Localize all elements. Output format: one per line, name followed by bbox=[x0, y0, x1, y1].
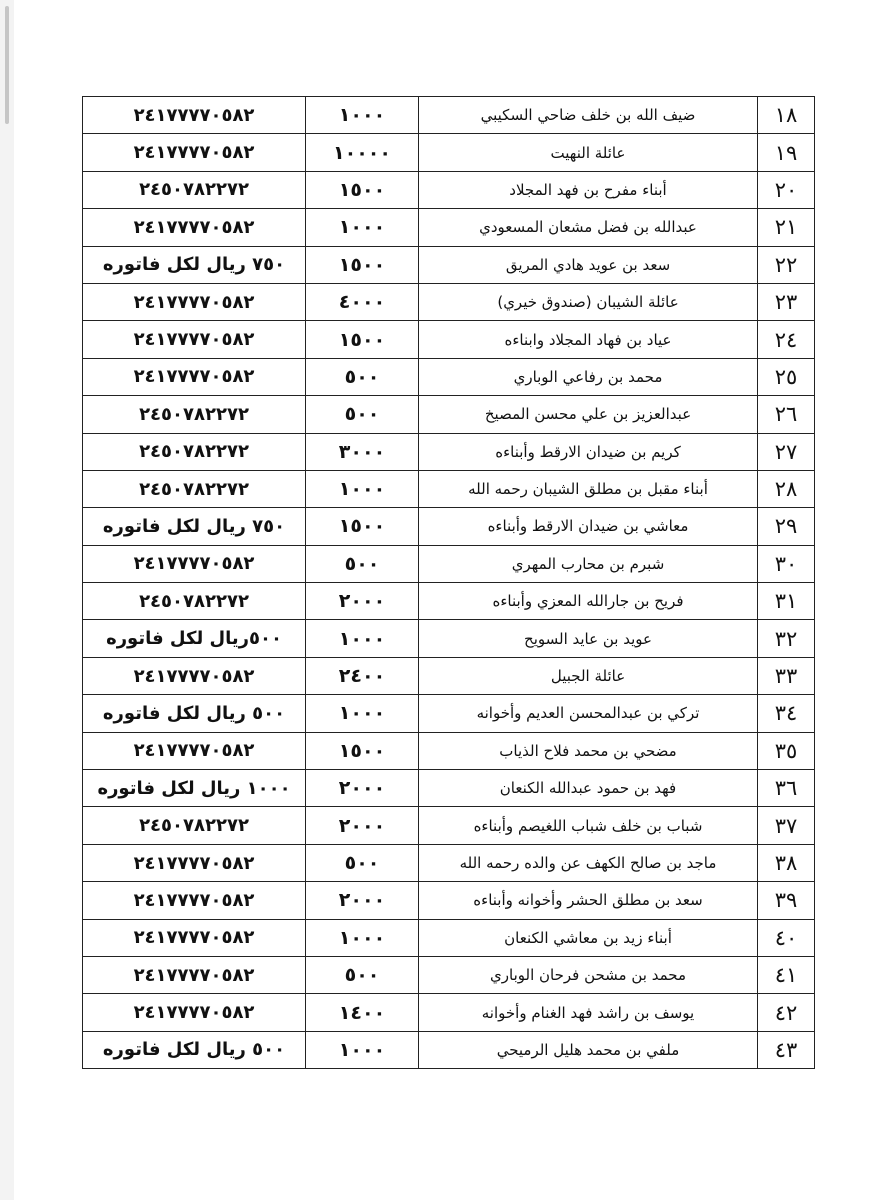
donor-name-cell: عائلة النهيت bbox=[419, 134, 758, 171]
account-cell: ٢٤١٧٧٧٧٠٥٨٢ bbox=[83, 844, 306, 881]
row-number-cell: ٣٣ bbox=[758, 657, 815, 694]
account-cell: ٢٤٥٠٧٨٢٢٧٢ bbox=[83, 433, 306, 470]
amount-cell: ١٥٠٠ bbox=[306, 171, 419, 208]
donor-name-cell: أبناء مقبل بن مطلق الشيبان رحمه الله bbox=[419, 470, 758, 507]
donor-name-cell: مضحي بن محمد فلاح الذياب bbox=[419, 732, 758, 769]
row-number-cell: ٤٣ bbox=[758, 1031, 815, 1068]
account-cell: ٢٤١٧٧٧٧٠٥٨٢ bbox=[83, 657, 306, 694]
account-cell: ٢٤١٧٧٧٧٠٥٨٢ bbox=[83, 283, 306, 320]
donor-name-cell: فهد بن حمود عبدالله الكنعان bbox=[419, 770, 758, 807]
row-number-cell: ٢٨ bbox=[758, 470, 815, 507]
row-number-cell: ٢٦ bbox=[758, 396, 815, 433]
amount-cell: ١٠٠٠ bbox=[306, 209, 419, 246]
donor-name-cell: فريح بن جارالله المعزي وأبناءه bbox=[419, 583, 758, 620]
amount-cell: ١٠٠٠ bbox=[306, 620, 419, 657]
table-row bbox=[83, 545, 815, 582]
table-row bbox=[83, 283, 815, 320]
row-number-cell: ٣٢ bbox=[758, 620, 815, 657]
account-cell: ٢٤١٧٧٧٧٠٥٨٢ bbox=[83, 956, 306, 993]
donor-name-cell: ماجد بن صالح الكهف عن والده رحمه الله bbox=[419, 844, 758, 881]
amount-cell: ٢٠٠٠ bbox=[306, 770, 419, 807]
amount-cell: ٢٠٠٠ bbox=[306, 882, 419, 919]
row-number-cell: ٢٤ bbox=[758, 321, 815, 358]
account-cell: ٢٤٥٠٧٨٢٢٧٢ bbox=[83, 171, 306, 208]
amount-cell: ١٤٠٠ bbox=[306, 994, 419, 1031]
amount-cell: ١٠٠٠ bbox=[306, 1031, 419, 1068]
row-number-cell: ٣٩ bbox=[758, 882, 815, 919]
amount-cell: ١٠٠٠٠ bbox=[306, 134, 419, 171]
amount-cell: ١٥٠٠ bbox=[306, 508, 419, 545]
donor-name-cell: محمد بن رفاعي الوباري bbox=[419, 358, 758, 395]
table-row bbox=[83, 844, 815, 881]
table-row bbox=[83, 994, 815, 1031]
donor-name-cell: سعد بن مطلق الحشر وأخوانه وأبناءه bbox=[419, 882, 758, 919]
row-number-cell: ٤٢ bbox=[758, 994, 815, 1031]
donor-name-cell: يوسف بن راشد فهد الغنام وأخوانه bbox=[419, 994, 758, 1031]
table-body bbox=[83, 97, 815, 1069]
table-row bbox=[83, 246, 815, 283]
row-number-cell: ٢٥ bbox=[758, 358, 815, 395]
account-cell: ٢٤١٧٧٧٧٠٥٨٢ bbox=[83, 882, 306, 919]
table-row bbox=[83, 956, 815, 993]
table-row bbox=[83, 770, 815, 807]
amount-cell: ٥٠٠ bbox=[306, 844, 419, 881]
table-row bbox=[83, 508, 815, 545]
amount-cell: ٥٠٠ bbox=[306, 358, 419, 395]
row-number-cell: ١٨ bbox=[758, 97, 815, 134]
account-cell: ٢٤١٧٧٧٧٠٥٨٢ bbox=[83, 97, 306, 134]
table-row bbox=[83, 358, 815, 395]
row-number-cell: ٣٠ bbox=[758, 545, 815, 582]
table-row bbox=[83, 620, 815, 657]
row-number-cell: ٣١ bbox=[758, 583, 815, 620]
donor-name-cell: عبدالعزيز بن علي محسن المصيخ bbox=[419, 396, 758, 433]
account-cell: ٧٥٠ ريال لكل فاتوره bbox=[83, 246, 306, 283]
row-number-cell: ٢٣ bbox=[758, 283, 815, 320]
account-cell: ٢٤١٧٧٧٧٠٥٨٢ bbox=[83, 358, 306, 395]
row-number-cell: ٣٥ bbox=[758, 732, 815, 769]
row-number-cell: ٢٩ bbox=[758, 508, 815, 545]
row-number-cell: ٤٠ bbox=[758, 919, 815, 956]
table-row bbox=[83, 209, 815, 246]
row-number-cell: ٣٦ bbox=[758, 770, 815, 807]
table-row bbox=[83, 433, 815, 470]
account-cell: ٢٤١٧٧٧٧٠٥٨٢ bbox=[83, 919, 306, 956]
donor-name-cell: سعد بن عويد هادي المريق bbox=[419, 246, 758, 283]
amount-cell: ١٠٠٠ bbox=[306, 919, 419, 956]
table-row bbox=[83, 470, 815, 507]
account-cell: ٢٤١٧٧٧٧٠٥٨٢ bbox=[83, 134, 306, 171]
table-row bbox=[83, 396, 815, 433]
amount-cell: ٤٠٠٠ bbox=[306, 283, 419, 320]
donor-name-cell: كريم بن ضيدان الارقط وأبناءه bbox=[419, 433, 758, 470]
amount-cell: ١٥٠٠ bbox=[306, 732, 419, 769]
table-row bbox=[83, 695, 815, 732]
amount-cell: ٥٠٠ bbox=[306, 396, 419, 433]
row-number-cell: ٢١ bbox=[758, 209, 815, 246]
donor-name-cell: عبدالله بن فضل مشعان المسعودي bbox=[419, 209, 758, 246]
amount-cell: ٥٠٠ bbox=[306, 956, 419, 993]
amount-cell: ٢٠٠٠ bbox=[306, 807, 419, 844]
donor-name-cell: محمد بن مشحن فرحان الوباري bbox=[419, 956, 758, 993]
amount-cell: ١٥٠٠ bbox=[306, 246, 419, 283]
donations-table bbox=[82, 96, 815, 1069]
amount-cell: ٥٠٠ bbox=[306, 545, 419, 582]
donor-name-cell: شباب بن خلف شباب اللغيصم وأبناءه bbox=[419, 807, 758, 844]
amount-cell: ١٠٠٠ bbox=[306, 97, 419, 134]
table-row bbox=[83, 1031, 815, 1068]
amount-cell: ١٥٠٠ bbox=[306, 321, 419, 358]
account-cell: ١٠٠٠ ريال لكل فاتوره bbox=[83, 770, 306, 807]
table-row bbox=[83, 97, 815, 134]
donor-name-cell: عياد بن فهاد المجلاد وابناءه bbox=[419, 321, 758, 358]
table-row bbox=[83, 732, 815, 769]
account-cell: ٢٤١٧٧٧٧٠٥٨٢ bbox=[83, 732, 306, 769]
account-cell: ٢٤٥٠٧٨٢٢٧٢ bbox=[83, 583, 306, 620]
table-row bbox=[83, 882, 815, 919]
donor-name-cell: عويد بن عايد السويح bbox=[419, 620, 758, 657]
account-cell: ٢٤١٧٧٧٧٠٥٨٢ bbox=[83, 545, 306, 582]
account-cell: ٢٤٥٠٧٨٢٢٧٢ bbox=[83, 396, 306, 433]
account-cell: ٥٠٠ ريال لكل فاتوره bbox=[83, 695, 306, 732]
amount-cell: ٢٤٠٠ bbox=[306, 657, 419, 694]
table-row bbox=[83, 583, 815, 620]
account-cell: ٢٤١٧٧٧٧٠٥٨٢ bbox=[83, 209, 306, 246]
table-row bbox=[83, 321, 815, 358]
amount-cell: ١٠٠٠ bbox=[306, 695, 419, 732]
amount-cell: ٣٠٠٠ bbox=[306, 433, 419, 470]
row-number-cell: ٣٤ bbox=[758, 695, 815, 732]
account-cell: ٧٥٠ ريال لكل فاتوره bbox=[83, 508, 306, 545]
table-row bbox=[83, 807, 815, 844]
table-row bbox=[83, 171, 815, 208]
donor-name-cell: أبناء زيد بن معاشي الكنعان bbox=[419, 919, 758, 956]
row-number-cell: ٣٧ bbox=[758, 807, 815, 844]
row-number-cell: ١٩ bbox=[758, 134, 815, 171]
account-cell: ٥٠٠ ريال لكل فاتوره bbox=[83, 1031, 306, 1068]
donor-name-cell: ملفي بن محمد هليل الرميحي bbox=[419, 1031, 758, 1068]
row-number-cell: ٣٨ bbox=[758, 844, 815, 881]
row-number-cell: ٢٠ bbox=[758, 171, 815, 208]
donor-name-cell: شبرم بن محارب المهري bbox=[419, 545, 758, 582]
account-cell: ٥٠٠ريال لكل فاتوره bbox=[83, 620, 306, 657]
account-cell: ٢٤١٧٧٧٧٠٥٨٢ bbox=[83, 321, 306, 358]
donor-name-cell: أبناء مفرح بن فهد المجلاد bbox=[419, 171, 758, 208]
row-number-cell: ٢٢ bbox=[758, 246, 815, 283]
amount-cell: ١٠٠٠ bbox=[306, 470, 419, 507]
table-row bbox=[83, 919, 815, 956]
account-cell: ٢٤١٧٧٧٧٠٥٨٢ bbox=[83, 994, 306, 1031]
table-row bbox=[83, 134, 815, 171]
donor-name-cell: تركي بن عبدالمحسن العديم وأخوانه bbox=[419, 695, 758, 732]
account-cell: ٢٤٥٠٧٨٢٢٧٢ bbox=[83, 807, 306, 844]
donor-name-cell: معاشي بن ضيدان الارقط وأبناءه bbox=[419, 508, 758, 545]
donor-name-cell: ضيف الله بن خلف ضاحي السكيبي bbox=[419, 97, 758, 134]
row-number-cell: ٢٧ bbox=[758, 433, 815, 470]
row-number-cell: ٤١ bbox=[758, 956, 815, 993]
amount-cell: ٢٠٠٠ bbox=[306, 583, 419, 620]
table-row bbox=[83, 657, 815, 694]
donor-name-cell: عائلة الشيبان (صندوق خيري) bbox=[419, 283, 758, 320]
account-cell: ٢٤٥٠٧٨٢٢٧٢ bbox=[83, 470, 306, 507]
donor-name-cell: عائلة الجبيل bbox=[419, 657, 758, 694]
